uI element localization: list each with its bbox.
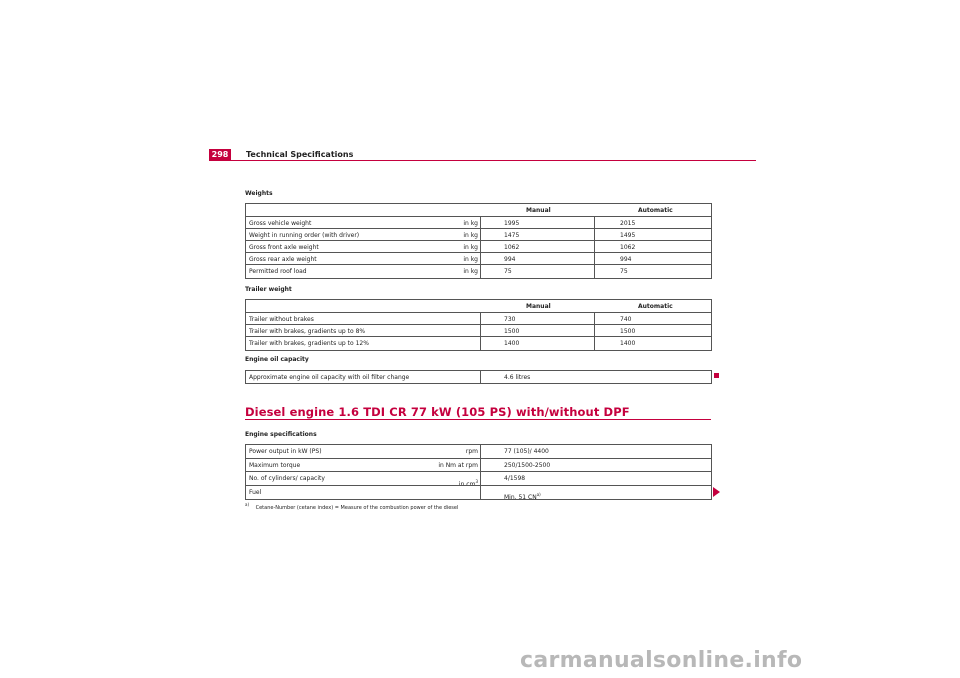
table-row	[246, 458, 711, 472]
row-unit: in $cm^3$	[458, 479, 478, 488]
row-label: Maximum torque	[249, 462, 301, 469]
row-unit: in Nm at rpm	[438, 462, 478, 469]
row-value: Min. 51 CN$^{a)}$	[504, 492, 541, 501]
footnote-ref[interactable]: a)	[536, 492, 541, 497]
row-value: 77 (105)/ 4400	[504, 448, 549, 455]
row-manual: 994	[504, 256, 516, 263]
footnote	[245, 502, 458, 511]
row-label: Trailer without brakes	[249, 316, 314, 323]
continue-arrow-icon	[713, 487, 720, 497]
table-row	[246, 264, 711, 278]
row-automatic: 740	[620, 316, 632, 323]
row-automatic: 994	[620, 256, 632, 263]
trailer-col-automatic: Automatic	[638, 303, 673, 310]
row-manual: 1400	[504, 340, 520, 347]
row-label: Weight in running order (with driver)	[249, 232, 360, 239]
section-end-marker	[714, 373, 719, 378]
row-label: No. of cylinders/ capacity	[249, 475, 325, 482]
row-label: Gross rear axle weight	[249, 256, 317, 263]
row-label: Power output in kW (PS)	[249, 448, 322, 455]
page-header-title: Technical Specifications	[246, 150, 354, 159]
row-automatic: 1500	[620, 328, 636, 335]
row-unit: in kg	[463, 256, 478, 263]
oil-table	[245, 370, 712, 384]
page-number: 298	[209, 149, 231, 161]
header-rule	[209, 160, 756, 161]
watermark: carmanualsonline.info	[520, 648, 803, 673]
row-label: Gross vehicle weight	[249, 220, 312, 227]
weights-col-manual: Manual	[526, 207, 551, 214]
row-unit: in kg	[463, 220, 478, 227]
row-unit: rpm	[465, 448, 478, 455]
row-automatic: 1062	[620, 244, 636, 251]
row-automatic: 1400	[620, 340, 636, 347]
diesel-section-title: Diesel engine 1.6 TDI CR 77 kW (105 PS) with/without DPF	[245, 405, 630, 419]
table-row	[246, 471, 711, 486]
trailer-table	[245, 299, 712, 351]
table-row	[246, 445, 711, 458]
row-manual: 730	[504, 316, 516, 323]
row-label: Gross front axle weight	[249, 244, 319, 251]
row-label: Permitted roof load	[249, 268, 307, 275]
oil-value: 4.6 litres	[504, 374, 531, 381]
weights-heading: Weights	[245, 190, 273, 197]
row-manual: 1500	[504, 328, 520, 335]
row-automatic: 75	[620, 268, 628, 275]
unit-superscript: 3	[475, 479, 478, 484]
weights-table	[245, 203, 712, 279]
table-row	[246, 336, 711, 350]
trailer-col-manual: Manual	[526, 303, 551, 310]
engine-specs-table	[245, 444, 712, 500]
row-manual: 75	[504, 268, 512, 275]
trailer-heading: Trailer weight	[245, 286, 292, 293]
row-value: 4/1598	[504, 475, 526, 482]
oil-label: Approximate engine oil capacity with oil filter change	[249, 374, 410, 381]
footnote-marker: a)	[245, 502, 250, 507]
row-label: Trailer with brakes, gradients up to 8%	[249, 328, 366, 335]
diesel-title-rule	[245, 419, 711, 420]
engine-specs-heading: Engine specifications	[245, 431, 317, 438]
weights-col-automatic: Automatic	[638, 207, 673, 214]
row-unit: in kg	[463, 268, 478, 275]
row-automatic: 2015	[620, 220, 636, 227]
row-unit: in kg	[463, 244, 478, 251]
row-label: Trailer with brakes, gradients up to 12%	[249, 340, 369, 347]
row-unit: in kg	[463, 232, 478, 239]
footnote-text: Cetane-Number (cetane index) = Measure of the combustion power of the diesel	[255, 504, 459, 511]
oil-heading: Engine oil capacity	[245, 356, 309, 363]
row-manual: 1995	[504, 220, 520, 227]
row-manual: 1062	[504, 244, 520, 251]
row-label: Fuel	[249, 489, 262, 496]
row-manual: 1475	[504, 232, 520, 239]
row-value: 250/1500-2500	[504, 462, 551, 469]
table-row	[246, 485, 711, 499]
row-automatic: 1495	[620, 232, 636, 239]
